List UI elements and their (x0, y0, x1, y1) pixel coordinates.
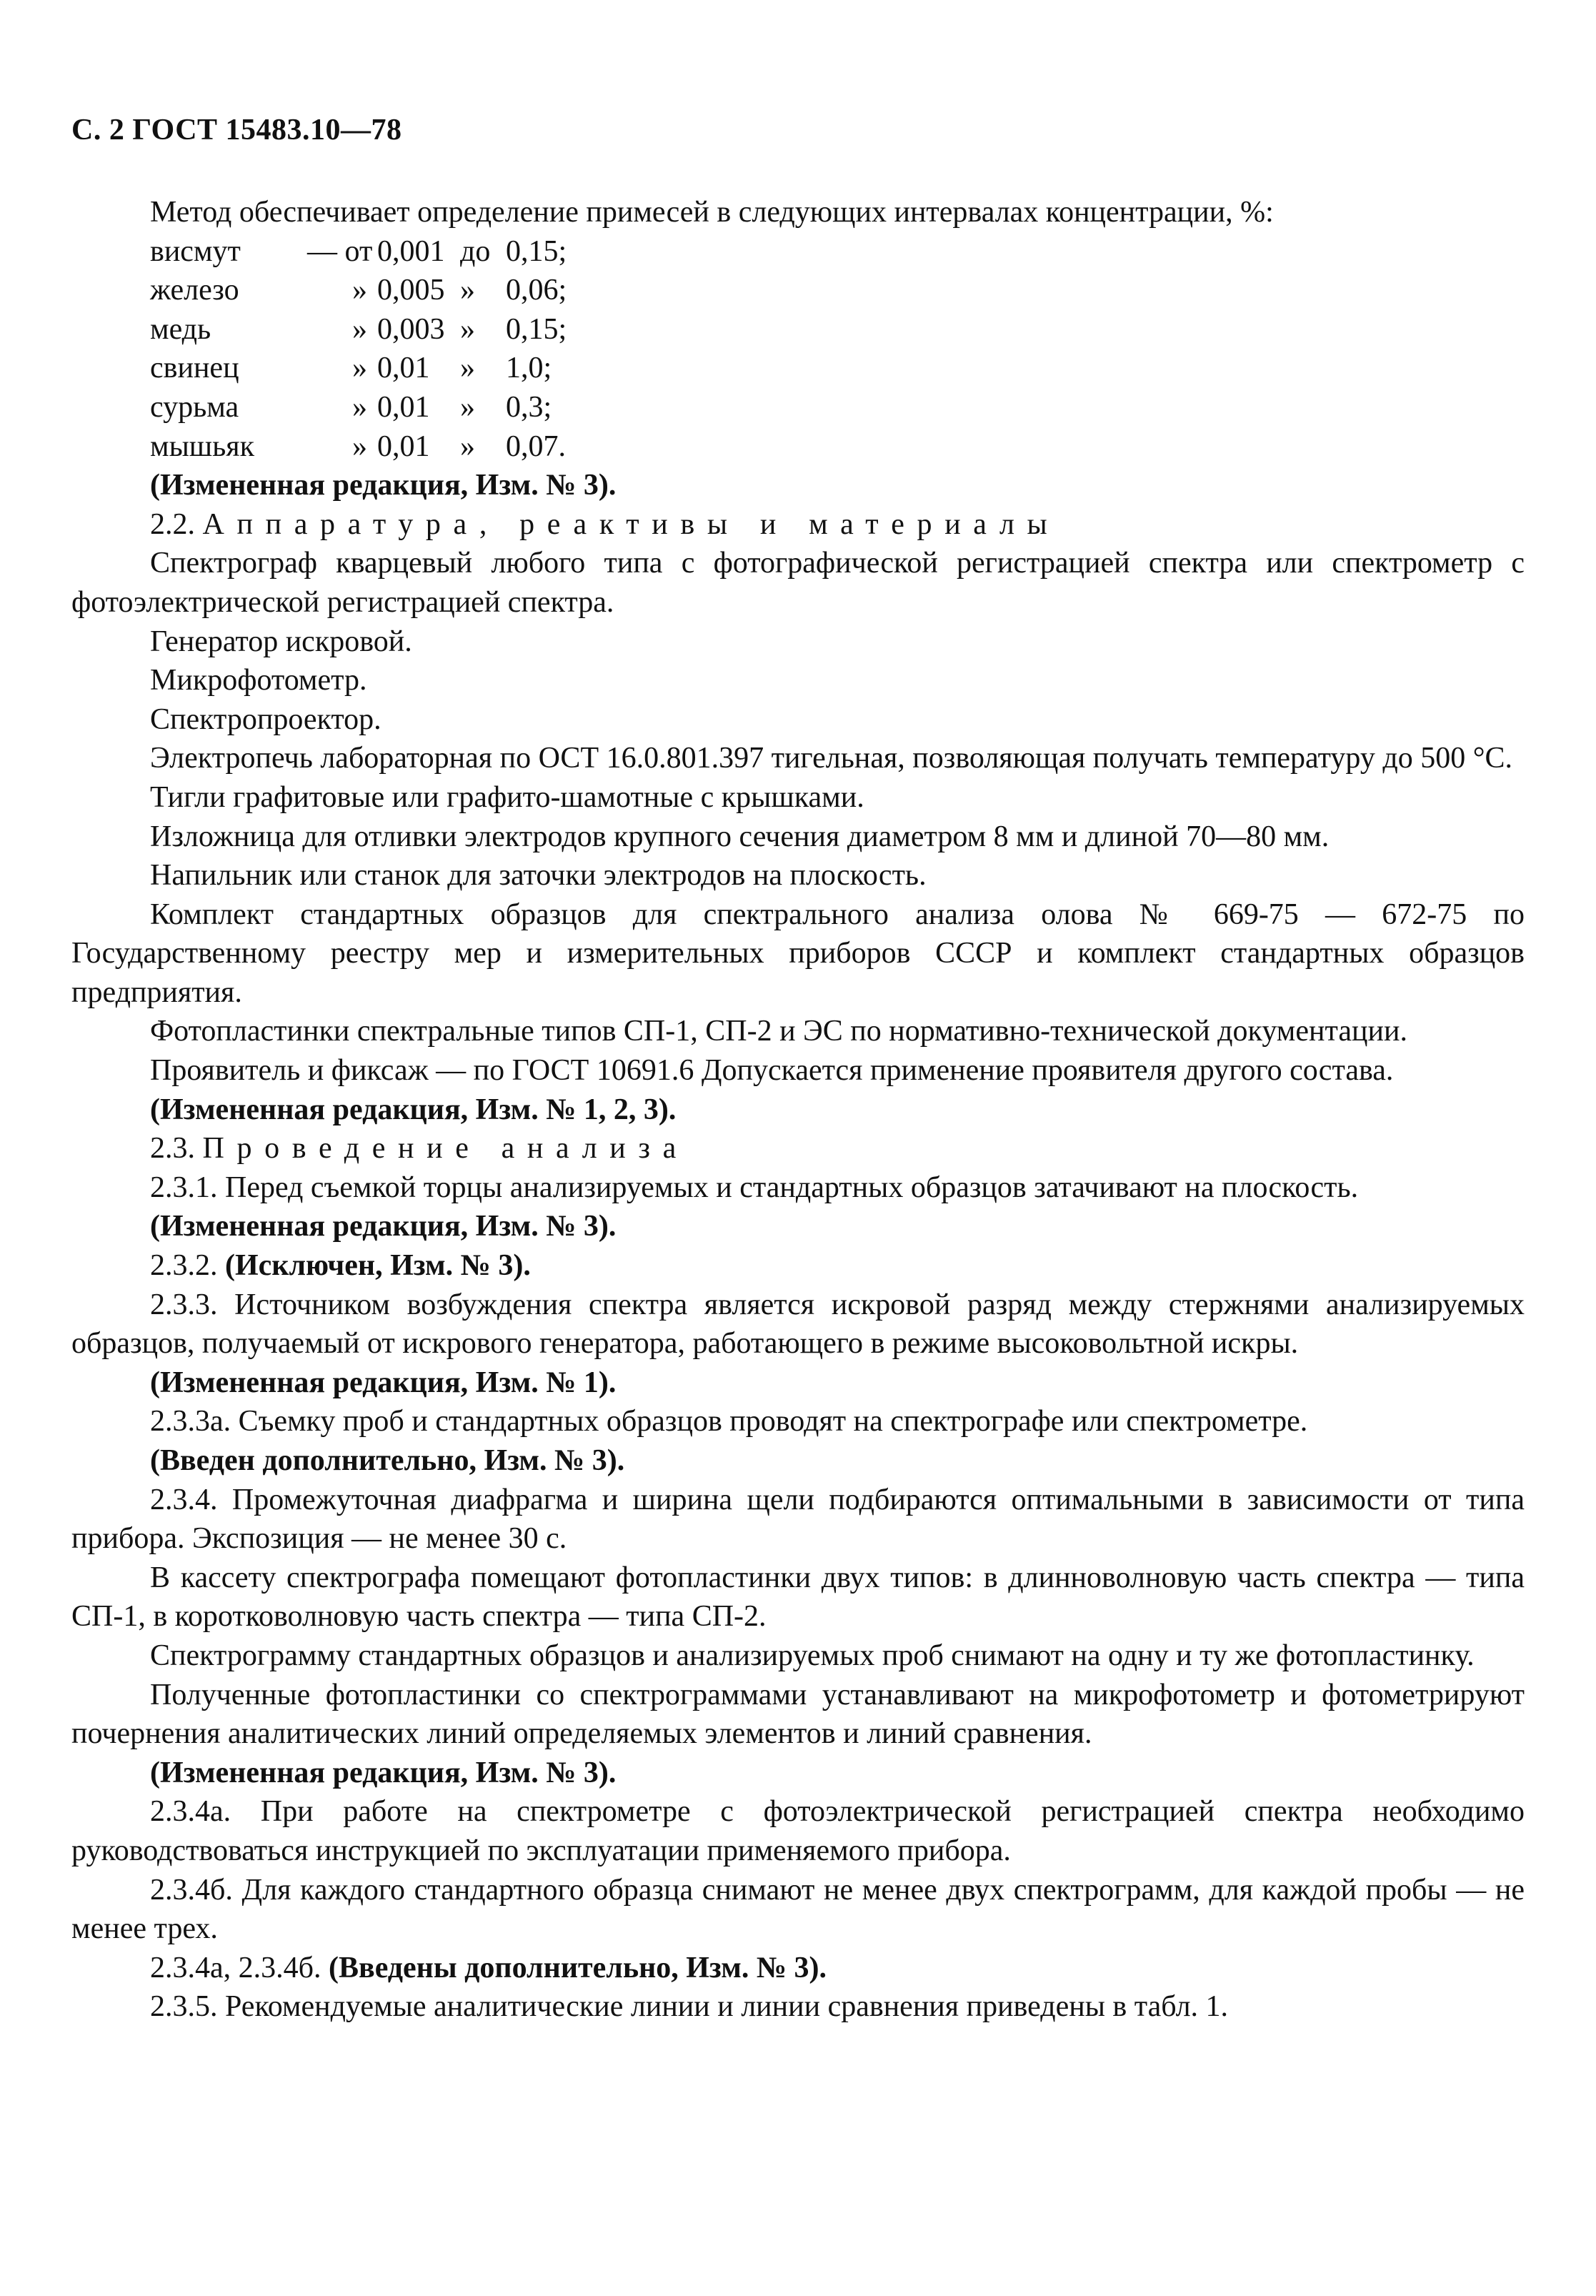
clause-number: 2.3.2. (150, 1249, 218, 1283)
range-row (150, 271, 1525, 310)
range-to-mark: » (460, 312, 475, 346)
range-row (150, 349, 1525, 388)
amendment-note: (Введены дополнительно, Изм. № 3). (329, 1951, 827, 1984)
range-row (150, 388, 1525, 427)
paragraph: 2.3.1. Перед съемкой торцы анализируемых и стандартных образцов затачивают на плоскость. (150, 1171, 1359, 1204)
paragraph: Тигли графитовые или графито-шамотные с крышками. (150, 780, 864, 814)
paragraph-2-3-2 (71, 1246, 1525, 1286)
range-from: 0,001 (377, 234, 445, 268)
concentration-ranges (71, 232, 1525, 467)
section-title: Проведение анализа (202, 1132, 689, 1166)
range-to-mark: » (460, 274, 475, 307)
range-from: 0,005 (377, 274, 445, 307)
section-number: 2.2. (150, 507, 195, 541)
range-element: висмут (150, 234, 241, 268)
paragraph: 2.3.4б. Для каждого стандартного образца снимают не менее двух спектрограмм, для каждой пробы — не менее трех. (71, 1873, 1525, 1946)
range-to: 1,0; (506, 352, 552, 385)
paragraph: 2.3.4а. При работе на спектрометре с фотоэлектрической регистрацией спектра необходимо руководствоваться инструкцией по эксплуатации применяемого прибора. (71, 1795, 1525, 1867)
paragraph: Изложница для отливки электродов крупного сечения диаметром 8 мм и длиной 70—80 мм. (150, 820, 1330, 853)
range-to: 0,06; (506, 274, 567, 307)
range-to-mark: » (460, 429, 475, 463)
section-number: 2.3. (150, 1132, 195, 1166)
paragraph: 2.3.3. Источником возбуждения спектра является искровой разряд между стержнями анализируемых образцов, получаемый от искрового генератора, работающего в режиме высоковольтной искры. (71, 1288, 1525, 1361)
range-from-mark: » (352, 352, 367, 385)
range-from-mark: » (352, 429, 367, 463)
range-from-mark: » (352, 390, 367, 424)
paragraph: Фотопластинки спектральные типов СП-1, СП-2 и ЭС по нормативно-технической документации. (150, 1015, 1407, 1048)
range-from: 0,01 (377, 429, 430, 463)
range-to-mark: до (460, 234, 491, 268)
paragraph: В кассету спектрографа помещают фотопластинки двух типов: в длинноволновую часть спектра — типа СП-1, в коротковолновую часть спектра — типа СП-2. (71, 1561, 1525, 1634)
range-from: 0,01 (377, 390, 430, 424)
amendment-note: (Измененная редакция, Изм. № 3). (150, 1756, 617, 1789)
range-row (150, 310, 1525, 349)
amendment-note: (Введен дополнительно, Изм. № 3). (150, 1444, 625, 1477)
paragraph: Полученные фотопластинки со спектрограммами устанавливают на микрофотометр и фотометрируют почернения аналитических линий определяемых элементов и линий сравнения. (71, 1678, 1525, 1751)
intro-paragraph: Метод обеспечивает определение примесей в следующих интервалах концентрации, %: (150, 196, 1274, 229)
range-element: железо (150, 274, 239, 307)
paragraph: Спектропроектор. (150, 702, 381, 736)
paragraph: Комплект стандартных образцов для спектрального анализа олова № 669-75 — 672-75 по Государственному реестру мер и измерительных приборов СССР и комплект стандартных образцов предприятия. (71, 898, 1525, 1009)
page-header: С. 2 ГОСТ 15483.10—78 (71, 114, 402, 146)
range-to: 0,07. (506, 429, 566, 463)
range-row (150, 427, 1525, 467)
range-element: свинец (150, 352, 239, 385)
range-element: сурьма (150, 390, 239, 424)
amendment-note: (Измененная редакция, Изм. № 3). (150, 469, 617, 502)
section-title: Аппаратура, реактивы и материалы (202, 507, 1060, 541)
range-to: 0,15; (506, 234, 567, 268)
range-to: 0,15; (506, 312, 567, 346)
paragraph: 2.3.4. Промежуточная диафрагма и ширина щели подбираются оптимальными в зависимости от типа прибора. Экспозиция — не менее 30 с. (71, 1483, 1525, 1556)
range-element: медь (150, 312, 211, 346)
document-body (71, 193, 1525, 2027)
range-to-mark: » (460, 390, 475, 424)
paragraph: Электропечь лабораторная по ОСТ 16.0.801.397 тигельная, позволяющая получать температуру до 500 °С. (150, 742, 1513, 775)
paragraph: Микрофотометр. (150, 664, 367, 697)
paragraph: 2.3.5. Рекомендуемые аналитические линии и линии сравнения приведены в табл. 1. (150, 1990, 1229, 2024)
range-from: 0,003 (377, 312, 445, 346)
range-from: 0,01 (377, 352, 430, 385)
paragraph: Проявитель и фиксаж — по ГОСТ 10691.6 Допускается применение проявителя другого состава. (150, 1054, 1394, 1088)
range-from-mark: — от (307, 234, 373, 268)
range-to: 0,3; (506, 390, 552, 424)
paragraph: Спектрограмму стандартных образцов и анализируемых проб снимают на одну и ту же фотопластинку. (150, 1639, 1475, 1672)
amendment-note: (Измененная редакция, Изм. № 1). (150, 1366, 617, 1399)
paragraph: Напильник или станок для заточки электродов на плоскость. (150, 859, 927, 893)
clause-excluded-note: (Исключен, Изм. № 3). (225, 1249, 531, 1283)
range-element: мышьяк (150, 429, 255, 463)
paragraph: Генератор искровой. (150, 625, 412, 658)
range-from-mark: » (352, 274, 367, 307)
section-heading-2-2 (71, 505, 1525, 545)
section-heading-2-3 (71, 1129, 1525, 1168)
paragraph: 2.3.3а. Съемку проб и стандартных образцов проводят на спектрографе или спектрометре. (150, 1405, 1308, 1438)
paragraph: Спектрограф кварцевый любого типа с фотографической регистрацией спектра или спектрометр с фотоэлектрической регистрацией спектра. (71, 547, 1525, 619)
amendment-note: (Измененная редакция, Изм. № 1, 2, 3). (150, 1093, 677, 1126)
paragraph-2-3-4ab (71, 1949, 1525, 1988)
clause-number: 2.3.4а, 2.3.4б. (150, 1951, 321, 1984)
amendment-note: (Измененная редакция, Изм. № 3). (150, 1210, 617, 1243)
range-to-mark: » (460, 352, 475, 385)
range-row (150, 232, 1525, 272)
range-from-mark: » (352, 312, 367, 346)
